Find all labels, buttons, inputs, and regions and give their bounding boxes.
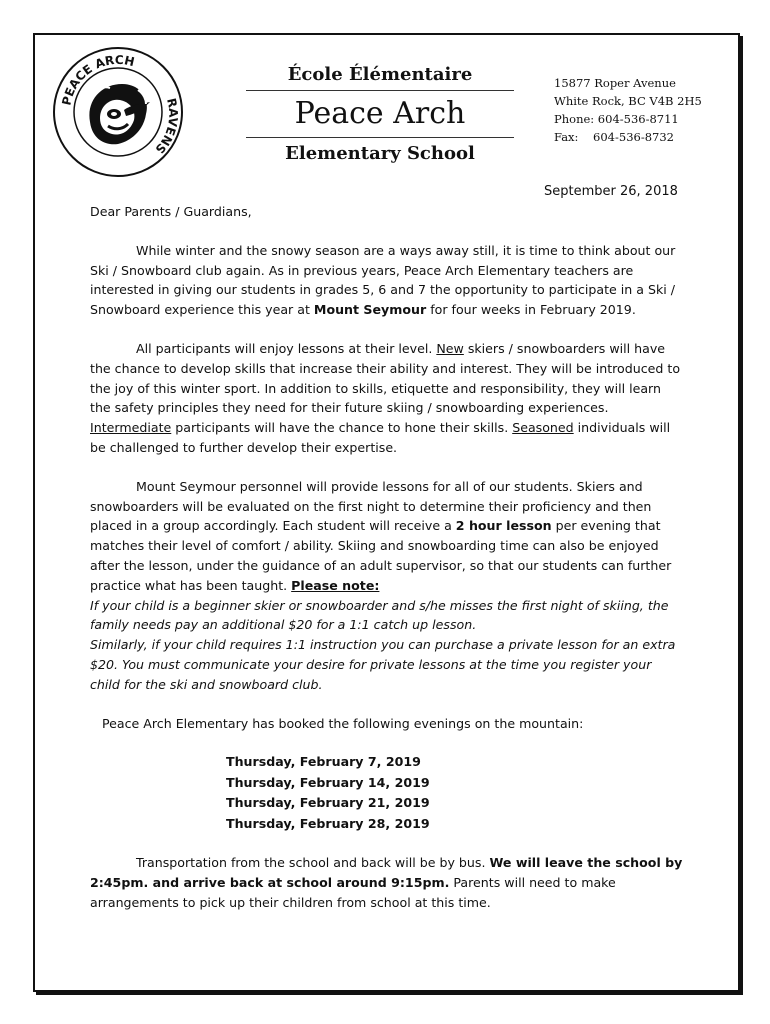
seasoned-underlined: Seasoned bbox=[512, 420, 574, 436]
note-catch-up: If your child is a beginner skier or snowboarder and s/he misses the first night of skiing, the family needs pay an additional $20 for a 1:1 catch up lesson. bbox=[90, 597, 669, 633]
school-heading bbox=[246, 60, 514, 168]
letter-date: September 26, 2018 bbox=[544, 184, 678, 199]
paragraph-levels: All participants will enjoy lessons at their level. New skiers / snowboarders will have the chance to develop skills that increase their ability and interest. They will be introduced to the joy of this winter sport. In addition to skills, etiquette and responsibility, they will learn the safety principles they need for their future skiing / snowboarding experiences. Intermediate participants will have the chance to hone their skills. Seasoned individuals will be challenged to further develop their expertise. bbox=[90, 340, 681, 455]
school-subtitle: Elementary School bbox=[285, 143, 475, 164]
fax-label: Fax: bbox=[554, 130, 579, 144]
note-private-lesson: Similarly, if your child requires 1:1 instruction you can purchase a private lesson for an extra $20. You must communicate your desire for private lessons at the time you register your child for the ski and snowboard club. bbox=[90, 637, 676, 692]
booked-date: Thursday, February 7, 2019 bbox=[226, 754, 421, 770]
booked-date: Thursday, February 21, 2019 bbox=[226, 795, 430, 811]
letter-body bbox=[90, 202, 685, 913]
please-note: Please note: bbox=[291, 577, 380, 593]
school-address bbox=[554, 74, 702, 146]
booked-date: Thursday, February 28, 2019 bbox=[226, 815, 430, 831]
paragraph-intro: While winter and the snowy season are a ways away still, it is time to think about our Ski / Snowboard club again. As in previous years, Peace Arch Elementary teachers are interested in giving our students in grades 5, 6 and 7 the opportunity to participate in a Ski / Snowboard experience this year at Mount Seymour for four weeks in February 2019. bbox=[90, 242, 676, 318]
salutation: Dear Parents / Guardians, bbox=[90, 204, 252, 219]
paragraph-transportation: Transportation from the school and back will be by bus. We will leave the school by 2:45pm. and arrive back at school around 9:15pm. Parents will need to make arrangements to pick up their children from school at this time. bbox=[90, 855, 683, 910]
booked-date: Thursday, February 14, 2019 bbox=[226, 774, 430, 790]
address-fax-row bbox=[554, 128, 702, 146]
address-phone: Phone: 604-536-8711 bbox=[554, 112, 679, 126]
booked-evenings-intro: Peace Arch Elementary has booked the following evenings on the mountain: bbox=[102, 715, 584, 731]
paragraph-lessons: Mount Seymour personnel will provide lessons for all of our students. Skiers and snowboarders will be evaluated on the first night to determine their proficiency and then placed in a group accordingly. Each student will receive a 2 hour lesson per evening that matches their level of comfort / ability. Skiing and snowboarding time can also be enjoyed after the lesson, under the guidance of an adult supervisor, so that our students can further practice what has been taught. Please note: bbox=[90, 478, 672, 593]
school-name: Peace Arch bbox=[294, 96, 466, 131]
logo-text-top: PEACE ARCH bbox=[59, 52, 136, 107]
new-underlined: New bbox=[436, 340, 464, 356]
logo-text-side: RAVENS bbox=[152, 96, 181, 157]
bus-times-bold: We will leave the school by 2:45pm. and arrive back at school around 9:15pm. bbox=[90, 855, 683, 891]
two-hour-lesson-bold: 2 hour lesson bbox=[455, 518, 552, 534]
address-city: White Rock, BC V4B 2H5 bbox=[554, 94, 702, 108]
school-logo-raven bbox=[50, 44, 186, 180]
booked-dates-list bbox=[226, 752, 685, 834]
svg-text:RAVENS bbox=[152, 97, 180, 156]
address-street: 15877 Roper Avenue bbox=[554, 76, 676, 90]
mount-seymour-bold: Mount Seymour bbox=[313, 302, 427, 318]
intermediate-underlined: Intermediate bbox=[90, 420, 172, 436]
school-french-name: École Élémentaire bbox=[287, 64, 473, 85]
fax-number: 604-536-8732 bbox=[593, 130, 674, 144]
